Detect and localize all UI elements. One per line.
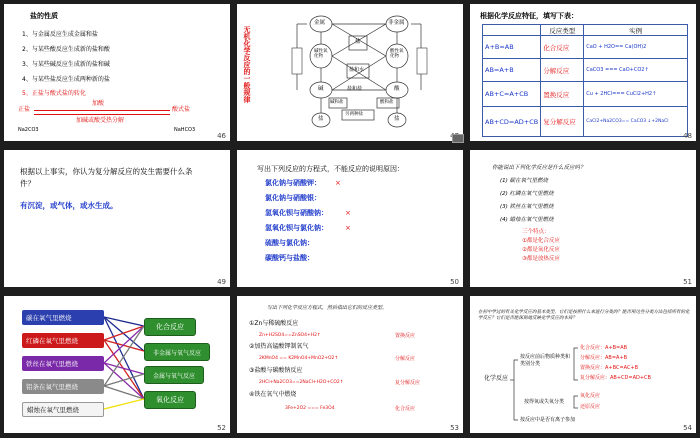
list-item: 氢氧化钡与氯化钠：	[265, 224, 328, 232]
table-cell: CaCO3 === CaO+CO2↑	[584, 59, 688, 82]
slide-sorter-icon[interactable]	[452, 134, 464, 143]
reaction-box: 铁丝在氧气里燃烧	[22, 356, 104, 371]
list-item: (2) 红磷在氧气里燃烧	[500, 191, 554, 197]
list-item: 4、与某些盐反应生成两种新的盐	[22, 76, 110, 83]
slide-number: 54	[683, 424, 692, 432]
root-node: 化学反应	[484, 375, 509, 382]
category-box: 氧化反应	[144, 391, 196, 409]
cross-mark: ×	[345, 224, 351, 232]
list-item: 2、与某些酸反应生成新的盐和酸	[22, 46, 110, 53]
slide-title: 写出下列化学反应方程式，然后指出它们的反应类型。	[267, 305, 388, 311]
list-item: 氯化钠与硝酸银：	[265, 194, 321, 202]
node-metal: 金属	[314, 20, 326, 26]
reaction-type: 复分解反应	[395, 380, 421, 386]
question-text: 你能说出下列化学反应是什么反应吗？	[492, 165, 586, 171]
slide-51[interactable]	[470, 150, 696, 287]
branch-label: 按得氧或失氧分类	[524, 399, 565, 405]
category-box: 化合反应	[144, 318, 196, 336]
node-salt-salt: 盐和盐	[347, 86, 363, 92]
slide-50[interactable]	[237, 150, 463, 287]
reaction-type: 分解反应	[395, 356, 416, 362]
node-salt-b2: 盐	[394, 116, 400, 122]
node-salt-b1: 盐	[318, 116, 324, 122]
node-base: 碱	[318, 86, 324, 92]
equation: 2HCl+Na2CO3==2NaCl+H2O+CO2↑	[259, 380, 344, 385]
list-item: 硫酸与氯化钠：	[265, 239, 314, 247]
branch-label: 按反应前后物质种类和类别分类	[520, 354, 571, 367]
slide-53[interactable]	[237, 296, 463, 433]
table-cell: CaCl2+Na2CO3== CaCO3 ↓+2NaCl	[584, 107, 688, 137]
list-item: 氢氧化钡与硝酸钠：	[265, 209, 328, 217]
list-item: ③盐酸与碳酸钠反应	[249, 367, 303, 374]
intro-text: 在初中学过的有关化学反应的基本类型，它们是按照什么来进行分类的？能否用这些分类方法包括所有的化学反应？它们是否能深刻地反映化学反应的本质？	[478, 310, 690, 322]
answer-item: ③都是放热反应	[522, 256, 560, 262]
node-acid: 酸	[394, 86, 400, 92]
table-row	[483, 82, 688, 107]
slide-49[interactable]	[4, 150, 230, 287]
table-cell: CaO + H2O== Ca(OH)2	[584, 36, 688, 59]
slide-title: 盐的性质	[30, 12, 58, 20]
formula: Na2CO3	[18, 127, 39, 133]
diagram-arrow-bottom-label: 加碱或酸受热分解	[76, 117, 125, 124]
list-item: (3) 铁丝在氧气里燃烧	[500, 204, 554, 210]
equation: Zn+H2SO4==ZnSO4+H2↑	[259, 333, 321, 338]
table-cell: 复分解反应	[541, 107, 584, 137]
table-cell: AB+C=A+CB	[483, 82, 541, 107]
branch-item: 还原反应	[580, 404, 601, 410]
table-cell: AB+CD=AD+CB	[483, 107, 541, 137]
table-header	[483, 25, 541, 36]
equation: 2KMnO4 == K2MnO4+MnO2+O2↑	[259, 356, 339, 361]
branch-item: 置换反应：A+BC=AC+B	[580, 365, 639, 371]
table-cell: 分解反应	[541, 59, 584, 82]
slide-46[interactable]	[4, 4, 230, 141]
cross-mark: ×	[345, 209, 351, 217]
list-item: 氯化钠与硝酸钾：	[265, 179, 321, 187]
reaction-type: 化合反应	[395, 406, 416, 412]
list-item: ②加热高锰酸钾制氧气	[249, 343, 309, 350]
slide-number: 53	[450, 424, 459, 432]
slide-54[interactable]	[470, 296, 696, 433]
diagram-arrow-top-label: 加酸	[92, 100, 105, 107]
question-text: 根据以上事实，你认为复分解反应的发生需要什么条件？	[20, 167, 193, 188]
table-cell: Cu + 2HCl=== CuCl2+H2↑	[584, 82, 688, 107]
slide-title: 写出下列反应的方程式，不能反应的说明原因：	[257, 165, 404, 173]
branch-item: 复分解反应：AB+CD=AD+CB	[580, 375, 651, 381]
table-header: 反应类型	[541, 25, 584, 36]
slide-number: 46	[217, 132, 226, 140]
table-row	[483, 36, 688, 59]
list-item: 3、与某些碱反应生成新的盐和碱	[22, 61, 110, 68]
list-item: 1、与金属反应生成金属和盐	[22, 31, 98, 38]
slide-48[interactable]	[470, 4, 696, 141]
node-base-salt: 碱和盐	[330, 100, 344, 105]
arrow-line	[34, 114, 170, 115]
slide-number: 49	[217, 278, 226, 286]
category-box: 金属与氧气反应	[144, 366, 204, 384]
table-row	[483, 107, 688, 137]
node-basic-oxide: 碱性氧化物	[314, 49, 328, 59]
node-two-salts: 另两种盐	[345, 112, 363, 117]
branch-label: 按反应中是否有离子参加	[520, 417, 576, 423]
node-acid-oxide: 酸性氧化物	[390, 49, 404, 59]
node-nonmetal: 非金属	[388, 20, 405, 26]
diagram-left-label: 正盐	[18, 106, 31, 113]
list-item: 碳酸钙与盐酸：	[265, 254, 314, 262]
answer-item: ①都是化合反应	[522, 238, 560, 244]
equation: 3Fe+2O2 === Fe3O4	[285, 406, 335, 411]
diagram-right-label: 酸式盐	[172, 106, 191, 113]
slide-title: 根据化学反应特征，填写下表：	[480, 12, 578, 20]
table-cell: A+B=AB	[483, 36, 541, 59]
list-item: 5、正盐与酸式盐的转化	[22, 90, 86, 97]
reaction-type: 置换反应	[395, 333, 416, 339]
formula: NaHCO3	[174, 127, 196, 133]
reaction-box: 铝条在氧气里燃烧	[22, 379, 104, 394]
table-cell: AB=A+B	[483, 59, 541, 82]
cross-mark: ×	[335, 179, 341, 187]
branch-item: 氧化反应	[580, 393, 601, 399]
slide-number: 51	[683, 278, 692, 286]
branch-item: 分解反应：AB=A+B	[580, 355, 628, 361]
table-header: 实例	[584, 25, 688, 36]
list-item: (4) 蜡烛在氧气里燃烧	[500, 217, 554, 223]
slide-47[interactable]	[237, 4, 463, 141]
table-cell: 化合反应	[541, 36, 584, 59]
answer-text: 有沉淀，或气体，或水生成。	[20, 201, 118, 210]
branch-item: 化合反应：A+B=AB	[580, 345, 628, 351]
vertical-title: 无机化学反应的一般规律	[243, 26, 251, 103]
list-item: (1) 碳在氧气里燃烧	[500, 178, 549, 184]
reaction-box: 红磷在氧气里燃烧	[22, 333, 104, 348]
table-row	[483, 59, 688, 82]
slide-number: 48	[683, 132, 692, 140]
slide-number: 50	[450, 278, 459, 286]
reaction-table	[482, 24, 688, 137]
list-item: ④铁在氧气中燃烧	[249, 391, 297, 398]
slide-number: 52	[217, 424, 226, 432]
node-acid-salt: 酸和盐	[380, 100, 394, 105]
answer-item: ②都是氧化反应	[522, 247, 560, 253]
table-cell: 置换反应	[541, 82, 584, 107]
list-item: ①Zn与稀硫酸反应	[249, 320, 299, 327]
node-salt-water: 盐和水	[349, 67, 365, 73]
reaction-box: 蜡烛在氧气里燃烧	[22, 402, 104, 417]
arrow-line	[34, 110, 170, 111]
node-salt: 盐	[355, 39, 361, 45]
answer-item: 三个特点：	[522, 229, 550, 235]
slide-52[interactable]	[4, 296, 230, 433]
reaction-box: 碳在氧气里燃烧	[22, 310, 104, 325]
category-box: 非金属与氧气反应	[144, 343, 210, 361]
